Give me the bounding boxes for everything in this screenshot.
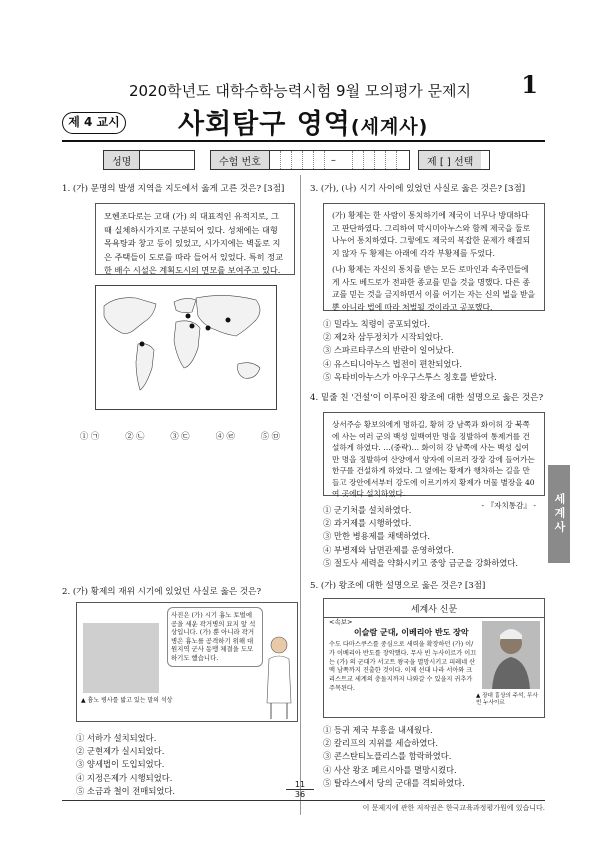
q4-choice-2[interactable]: ② 과거제를 시행하였다. — [323, 518, 412, 529]
q5-news-body: 수도 다마스쿠스를 중심으로 세력을 확장하던 (가) 이/가 이베리아 반도를 장악했다. 무사 빈 누사이르가 이끄는 (가) 의 군대가 서고트 왕국을 멸망시키고 피레네 산맥 남쪽까지 진출한 것이다. 이제 선대 나라 서아와 크리스트교 세계의 충돌지까지 나와갈 수 있을지 귀추가 주목된다. — [329, 641, 477, 692]
q2-choice-2[interactable]: ② 군현제가 실시되었다. — [76, 746, 165, 757]
q1-box: 모헨조다로는 고대 (가) 의 대표적인 유적지로, 그때 실체하시가지로 구분되어 있다. 성채에는 대형 목욕탕과 창고 등이 있었고, 시가지에는 벽돌로 지은 주택들이 도로를 따라 들어서 있었다. 특히 정교한 배수 시설은 계획도시의 면모를 보여주고 있다. — [95, 203, 295, 275]
q1-choice-4[interactable]: ④ ㉣ — [215, 431, 235, 441]
subject-title — [178, 102, 428, 141]
q2-choices — [76, 732, 296, 798]
footer-total: 36 — [294, 790, 306, 799]
q4-choice-3[interactable]: ③ 만한 병용제를 채택하였다. — [323, 531, 431, 542]
choice-field[interactable] — [418, 150, 490, 170]
horse-statue-illustration — [83, 623, 159, 693]
q2-stem: 2. (가) 황제의 재위 시기에 있었던 사실로 옳은 것은? — [62, 587, 262, 597]
q5-choice-2[interactable]: ② 칼리프의 지위를 세습하였다. — [323, 738, 439, 749]
page-number: 1 — [521, 70, 538, 99]
bust-portrait-illustration — [482, 621, 540, 689]
q1-stem: 1. (가) 문명의 발생 지역을 지도에서 옳게 고른 것은? [3점] — [62, 184, 285, 194]
exam-number-field[interactable] — [210, 150, 410, 170]
q4-choice-1[interactable]: ① 군기처를 설치하였다. — [323, 505, 412, 515]
q5-choice-1[interactable]: ① 등귀 제국 부흥을 내세웠다. — [323, 725, 433, 735]
q1-choice-5[interactable]: ⑤ ㉤ — [260, 431, 280, 441]
q4-choice-4[interactable]: ④ 부병제와 남면관제를 운영하였다. — [323, 544, 455, 555]
column-divider — [300, 175, 301, 815]
q5-newspaper — [323, 598, 545, 718]
exam-number-label: 수험 번호 — [211, 151, 270, 169]
q5-news-headline: 이슬람 군대, 이베리아 반도 장악 — [354, 628, 469, 637]
q5-choices — [323, 724, 545, 790]
q4-box-text: 상서주승 황보의에게 명하길, 황허 강 남쪽과 화이허 강 북쪽에 사는 여러 군의 백성 일백여만 명을 징발하여 통제거를 건설하게 하였다. …(중략)… 화이허 강 남쪽에 사는 백성 십여만 명을 징발하여 산양에서 양자에 이르러 장장 강에 들어가는 한구를 건설하게 하였다. 그 옆에는 황제가 행차하는 길을 만들고 장안에서부터 강도에 이르기까지 황제가 머물 별장을 40여 곳에다 설치하였다. — [332, 420, 535, 498]
teacher-illustration — [263, 633, 295, 719]
q2-choice-4[interactable]: ④ 지정은제가 시행되었다. — [76, 772, 173, 783]
footer-page: 11 — [286, 780, 314, 790]
q5-choice-4[interactable]: ④ 사산 왕조 페르시아를 멸망시켰다. — [323, 764, 457, 775]
q3-choice-3[interactable]: ③ 스파르타쿠스의 반란이 일어났다. — [323, 345, 455, 356]
q5-choice-5[interactable]: ⑤ 탈라스에서 당의 군대를 격퇴하였다. — [323, 777, 465, 788]
name-label: 성명 — [104, 151, 140, 169]
header-rule — [62, 140, 545, 142]
q5-news-tag: <속보> — [329, 618, 353, 626]
q3-stem: 3. (가), (나) 시기 사이에 있었던 사실로 옳은 것은? [3점] — [310, 184, 526, 194]
q3-choice-5[interactable]: ⑤ 옥타비아누스가 아우구스투스 칭호를 받았다. — [323, 371, 497, 382]
q2-figure — [76, 602, 298, 722]
name-field[interactable] — [103, 150, 195, 170]
world-map-illustration — [95, 285, 277, 410]
q2-choice-1[interactable]: ① 서하가 설치되었다. — [76, 733, 157, 743]
footer-rule — [62, 800, 545, 801]
q3-choice-2[interactable]: ② 제2차 삼두정치가 시작되었다. — [323, 332, 444, 343]
session-label: 제 4 교시 — [62, 112, 126, 134]
q5-choice-3[interactable]: ③ 콘스탄티노플리스를 함락하였다. — [323, 751, 452, 762]
q5-news-title: 세계사 신문 — [324, 602, 544, 618]
q2-speech-bubble: 사진은 (가) 시기 흉노 토벌에 공을 세운 곽거병의 묘지 앞 석상입니다. (가) 뿐 아니라 곽거병은 흉노를 공격하기 위해 대원지역 군사 동맹 체결을 도모하기도 했습니다. — [167, 607, 263, 667]
q2-choice-5[interactable]: ⑤ 소금과 철이 전매되었다. — [76, 785, 175, 796]
copyright-notice: 이 문제지에 관한 저작권은 한국교육과정평가원에 있습니다. — [362, 804, 545, 812]
q2-choice-3[interactable]: ③ 양세법이 도입되었다. — [76, 759, 165, 770]
q4-source: - 『자치통감』 - — [481, 500, 536, 510]
choice-label: 제 [ ] 선택 — [419, 151, 481, 169]
q5-stem: 5. (가) 왕조에 대한 설명으로 옳은 것은? [3점] — [310, 581, 486, 591]
q3-box-b: (나) 황제는 자신의 통치를 받는 모든 로마인과 속주민들에게 사도 베드로가 전파한 종교를 믿을 것을 명했다. 다른 종교를 믿는 것을 금지하면서 이를 어기는 자는 신의 벌을 받을 뿐 아니라 법에 따라 처벌될 것이라고 공포했다. — [332, 265, 536, 312]
subject-sub: (세계사) — [350, 116, 429, 138]
exam-number-dash: – — [330, 154, 336, 166]
footer-page-counter — [286, 780, 314, 799]
q3-choice-4[interactable]: ④ 유스티니아누스 법전이 편찬되었다. — [323, 358, 463, 369]
subject-main: 사회탐구 영역 — [178, 109, 351, 140]
q3-box-a: (가) 황제는 한 사람이 통치하기에 제국이 너무나 방대하다고 판단하였다. 그리하여 막시미아누스와 함께 제국을 둘로 나누어 통치하였다. 그렇에도 제국의 복잡한 문제가 해결되지 않자 두 황제는 아래에 각각 부황제를 두었다. — [332, 211, 531, 258]
q3-choice-1[interactable]: ① 밀라노 칙령이 공포되었다. — [323, 319, 431, 329]
q4-stem: 4. 밑줄 친 '건설'이 이루어진 왕조에 대한 설명으로 옳은 것은? — [310, 393, 544, 403]
q3-box — [323, 203, 545, 311]
q4-choices — [323, 504, 545, 570]
q1-choice-3[interactable]: ③ ㉢ — [170, 431, 190, 441]
q2-caption: ▲ 흉노 병사를 밟고 있는 말의 석상 — [81, 697, 173, 704]
subject-side-tab: 세계사 — [548, 465, 570, 563]
q1-choices — [80, 430, 280, 443]
exam-title: 2020학년도 대학수학능력시험 9월 모의평가 문제지 — [128, 82, 472, 100]
q3-choices — [323, 318, 545, 384]
q4-choice-5[interactable]: ⑤ 절도사 세력을 약화시키고 중앙 금군을 강화하였다. — [323, 557, 519, 568]
q5-news-caption: ▲ 장대 흉상의 주석, 무사 빈 누사이르 — [476, 693, 538, 706]
q1-choice-2[interactable]: ② ㉡ — [125, 431, 145, 441]
q1-choice-1[interactable]: ① ㉠ — [80, 431, 100, 441]
